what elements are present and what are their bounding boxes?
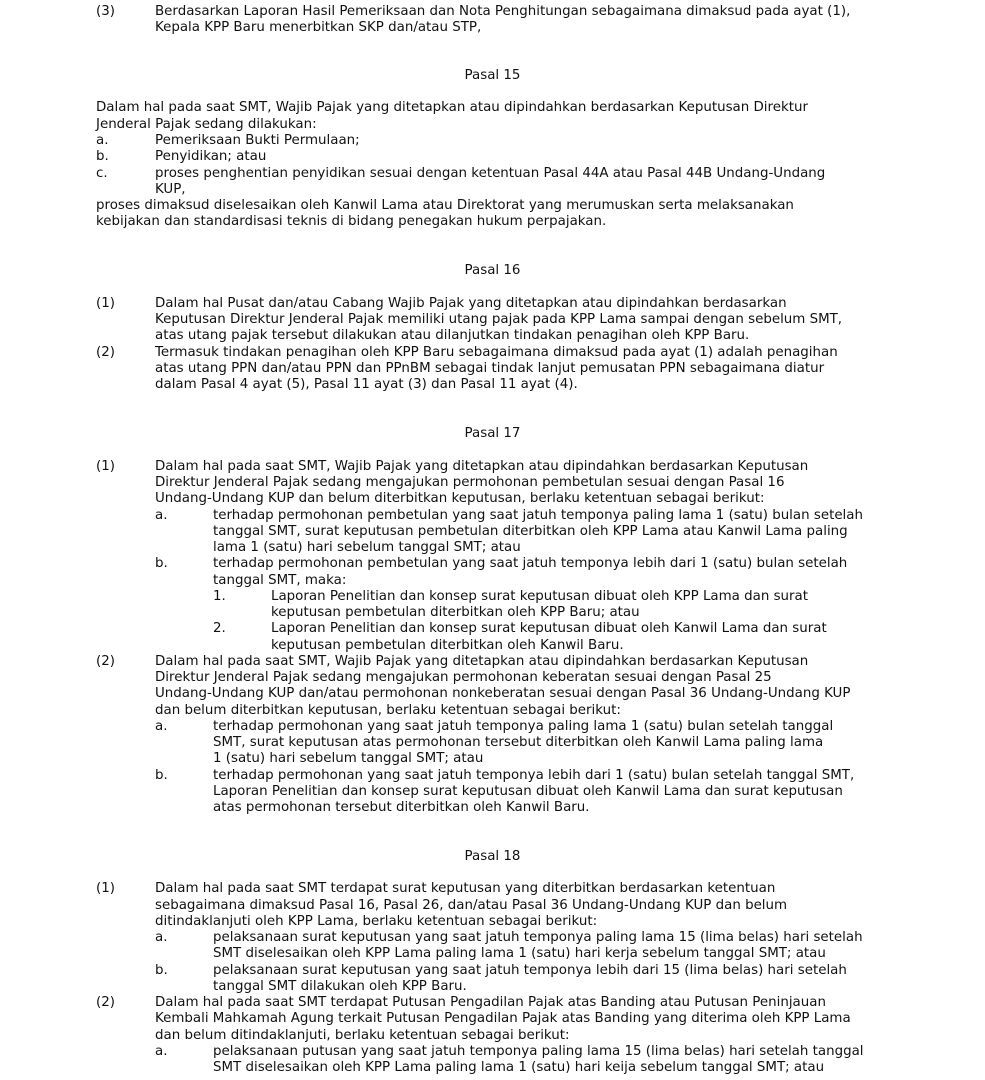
text-line: proses penghentian penyidikan sesuai dengan ketentuan Pasal 44A atau Pasal 44B Undang-Undang	[155, 166, 826, 181]
text-line: Undang-Undang KUP dan/atau permohonan nonkeberatan sesuai dengan Pasal 36 Undang-Undang KUP	[155, 686, 851, 701]
text-line: Laporan Penelitian dan konsep surat keputusan dibuat oleh Kanwil Lama dan surat	[271, 621, 827, 636]
text-line: keputusan pembetulan diterbitkan oleh Kanwil Baru.	[271, 638, 624, 653]
text-line: kebijakan dan standardisasi teknis di bidang penegakan hukum perpajakan.	[96, 214, 607, 229]
text-line: dalam Pasal 4 ayat (5), Pasal 11 ayat (3) dan Pasal 11 ayat (4).	[155, 377, 578, 392]
item-number: (2)	[96, 995, 115, 1010]
item-number: 1.	[213, 589, 226, 604]
text-line: Dalam hal pada saat SMT terdapat surat keputusan yang diterbitkan berdasarkan ketentuan	[155, 881, 776, 896]
text-line: atas permohonan tersebut diterbitkan oleh Kanwil Baru.	[213, 800, 590, 815]
text-line: Penyidikan; atau	[155, 149, 267, 164]
text-line: Laporan Penelitian dan konsep surat keputusan dibuat oleh KPP Lama dan surat	[271, 589, 809, 604]
text-line: atas utang pajak tersebut dilakukan atau dilanjutkan tindakan penagihan oleh KPP Baru.	[155, 328, 750, 343]
item-number: b.	[155, 556, 168, 571]
text-line: Dalam hal pada saat SMT, Wajib Pajak yang ditetapkan atau dipindahkan berdasarkan Keputusan Direktur	[96, 100, 808, 115]
section-heading: Pasal 18	[464, 849, 521, 864]
text-line: proses dimaksud diselesaikan oleh Kanwil Lama atau Direktorat yang merumuskan serta melaksanakan	[96, 198, 794, 213]
item-number: (2)	[96, 345, 115, 360]
item-number: a.	[155, 930, 168, 945]
item-number: a.	[96, 133, 109, 148]
section-heading: Pasal 15	[464, 68, 521, 83]
text-line: lama 1 (satu) hari sebelum tanggal SMT; atau	[213, 540, 521, 555]
text-line: terhadap permohonan yang saat jatuh temponya lebih dari 1 (satu) bulan setelah tanggal SMT,	[213, 768, 855, 783]
text-line: Kembali Mahkamah Agung terkait Putusan Pengadilan Pajak atas Banding yang diterima oleh KPP Lama	[155, 1011, 851, 1026]
section-heading: Pasal 16	[464, 263, 521, 278]
text-line: Jenderal Pajak sedang dilakukan:	[96, 117, 317, 132]
text-line: Undang-Undang KUP dan belum diterbitkan keputusan, berlaku ketentuan sebagai berikut:	[155, 491, 765, 506]
text-line: ditindaklanjuti oleh KPP Lama, berlaku ketentuan sebagai berikut:	[155, 914, 598, 929]
text-line: Dalam hal pada saat SMT, Wajib Pajak yang ditetapkan atau dipindahkan berdasarkan Keputusan	[155, 654, 809, 669]
item-number: b.	[96, 149, 109, 164]
text-line: pelaksanaan surat keputusan yang saat jatuh temponya lebih dari 15 (lima belas) hari setelah	[213, 963, 847, 978]
text-line: Kepala KPP Baru menerbitkan SKP dan/atau STP,	[155, 20, 482, 35]
text-line: tanggal SMT, surat keputusan pembetulan diterbitkan oleh KPP Lama atau Kanwil Lama paling	[213, 524, 848, 539]
text-line: 1 (satu) hari sebelum tanggal SMT; atau	[213, 751, 484, 766]
item-number: c.	[96, 166, 108, 181]
text-line: dan belum diterbitkan keputusan, berlaku ketentuan sebagai berikut:	[155, 703, 621, 718]
item-number: (1)	[96, 459, 115, 474]
text-line: pelaksanaan putusan yang saat jatuh temponya paling lama 15 (lima belas) hari setelah tanggal	[213, 1044, 864, 1059]
text-line: Dalam hal pada saat SMT terdapat Putusan Pengadilan Pajak atas Banding atau Putusan Peninjauan	[155, 995, 826, 1010]
text-line: keputusan pembetulan diterbitkan oleh KPP Baru; atau	[271, 605, 640, 620]
text-line: SMT diselesaikan oleh KPP Lama paling lama 1 (satu) hari keija sebelum tanggal SMT; atau	[213, 1060, 825, 1075]
text-line: SMT, surat keputusan atas permohonan tersebut diterbitkan oleh Kanwil Lama paling lama	[213, 735, 824, 750]
text-line: Dalam hal Pusat dan/atau Cabang Wajib Pajak yang ditetapkan atau dipindahkan berdasarkan	[155, 296, 787, 311]
text-line: Direktur Jenderal Pajak sedang mengajukan permohonan pembetulan sesuai dengan Pasal 16	[155, 475, 785, 490]
text-line: Direktur Jenderal Pajak sedang mengajukan permohonan keberatan sesuai dengan Pasal 25	[155, 670, 772, 685]
text-line: Keputusan Direktur Jenderal Pajak memiliki utang pajak pada KPP Lama sampai dengan sebelum SMT,	[155, 312, 843, 327]
text-line: tanggal SMT, maka:	[213, 573, 347, 588]
item-number: (3)	[96, 4, 115, 19]
text-line: dan belum ditindaklanjuti, berlaku ketentuan sebagai berikut:	[155, 1028, 570, 1043]
item-number: b.	[155, 963, 168, 978]
text-line: Laporan Penelitian dan konsep surat keputusan dibuat oleh Kanwil Lama dan surat keputusan	[213, 784, 843, 799]
text-line: terhadap permohonan pembetulan yang saat jatuh temponya lebih dari 1 (satu) bulan setelah	[213, 556, 848, 571]
text-line: Dalam hal pada saat SMT, Wajib Pajak yang ditetapkan atau dipindahkan berdasarkan Keputusan	[155, 459, 809, 474]
item-number: b.	[155, 768, 168, 783]
text-line: Pemeriksaan Bukti Permulaan;	[155, 133, 360, 148]
section-heading: Pasal 17	[464, 426, 521, 441]
text-line: Termasuk tindakan penagihan oleh KPP Baru sebagaimana dimaksud pada ayat (1) adalah penagihan	[155, 345, 838, 360]
item-number: (2)	[96, 654, 115, 669]
text-line: terhadap permohonan pembetulan yang saat jatuh temponya paling lama 1 (satu) bulan setelah	[213, 508, 863, 523]
text-line: SMT diselesaikan oleh KPP Lama paling lama 1 (satu) hari kerja sebelum tanggal SMT; atau	[213, 946, 826, 961]
text-line: KUP,	[155, 182, 186, 197]
text-line: atas utang PPN dan/atau PPN dan PPnBM sebagai tindak lanjut pemusatan PPN sebagaimana diatur	[155, 361, 825, 376]
text-line: tanggal SMT dilakukan oleh KPP Baru.	[213, 979, 467, 994]
item-number: a.	[155, 508, 168, 523]
item-number: 2.	[213, 621, 226, 636]
item-number: (1)	[96, 296, 115, 311]
text-line: terhadap permohonan yang saat jatuh temponya paling lama 1 (satu) bulan setelah tanggal	[213, 719, 834, 734]
text-line: Berdasarkan Laporan Hasil Pemeriksaan dan Nota Penghitungan sebagaimana dimaksud pada ayat (1),	[155, 4, 851, 19]
text-line: sebagaimana dimaksud Pasal 16, Pasal 26, dan/atau Pasal 36 Undang-Undang KUP dan belum	[155, 898, 788, 913]
item-number: (1)	[96, 881, 115, 896]
text-line: pelaksanaan surat keputusan yang saat jatuh temponya paling lama 15 (lima belas) hari setelah	[213, 930, 863, 945]
item-number: a.	[155, 1044, 168, 1059]
item-number: a.	[155, 719, 168, 734]
